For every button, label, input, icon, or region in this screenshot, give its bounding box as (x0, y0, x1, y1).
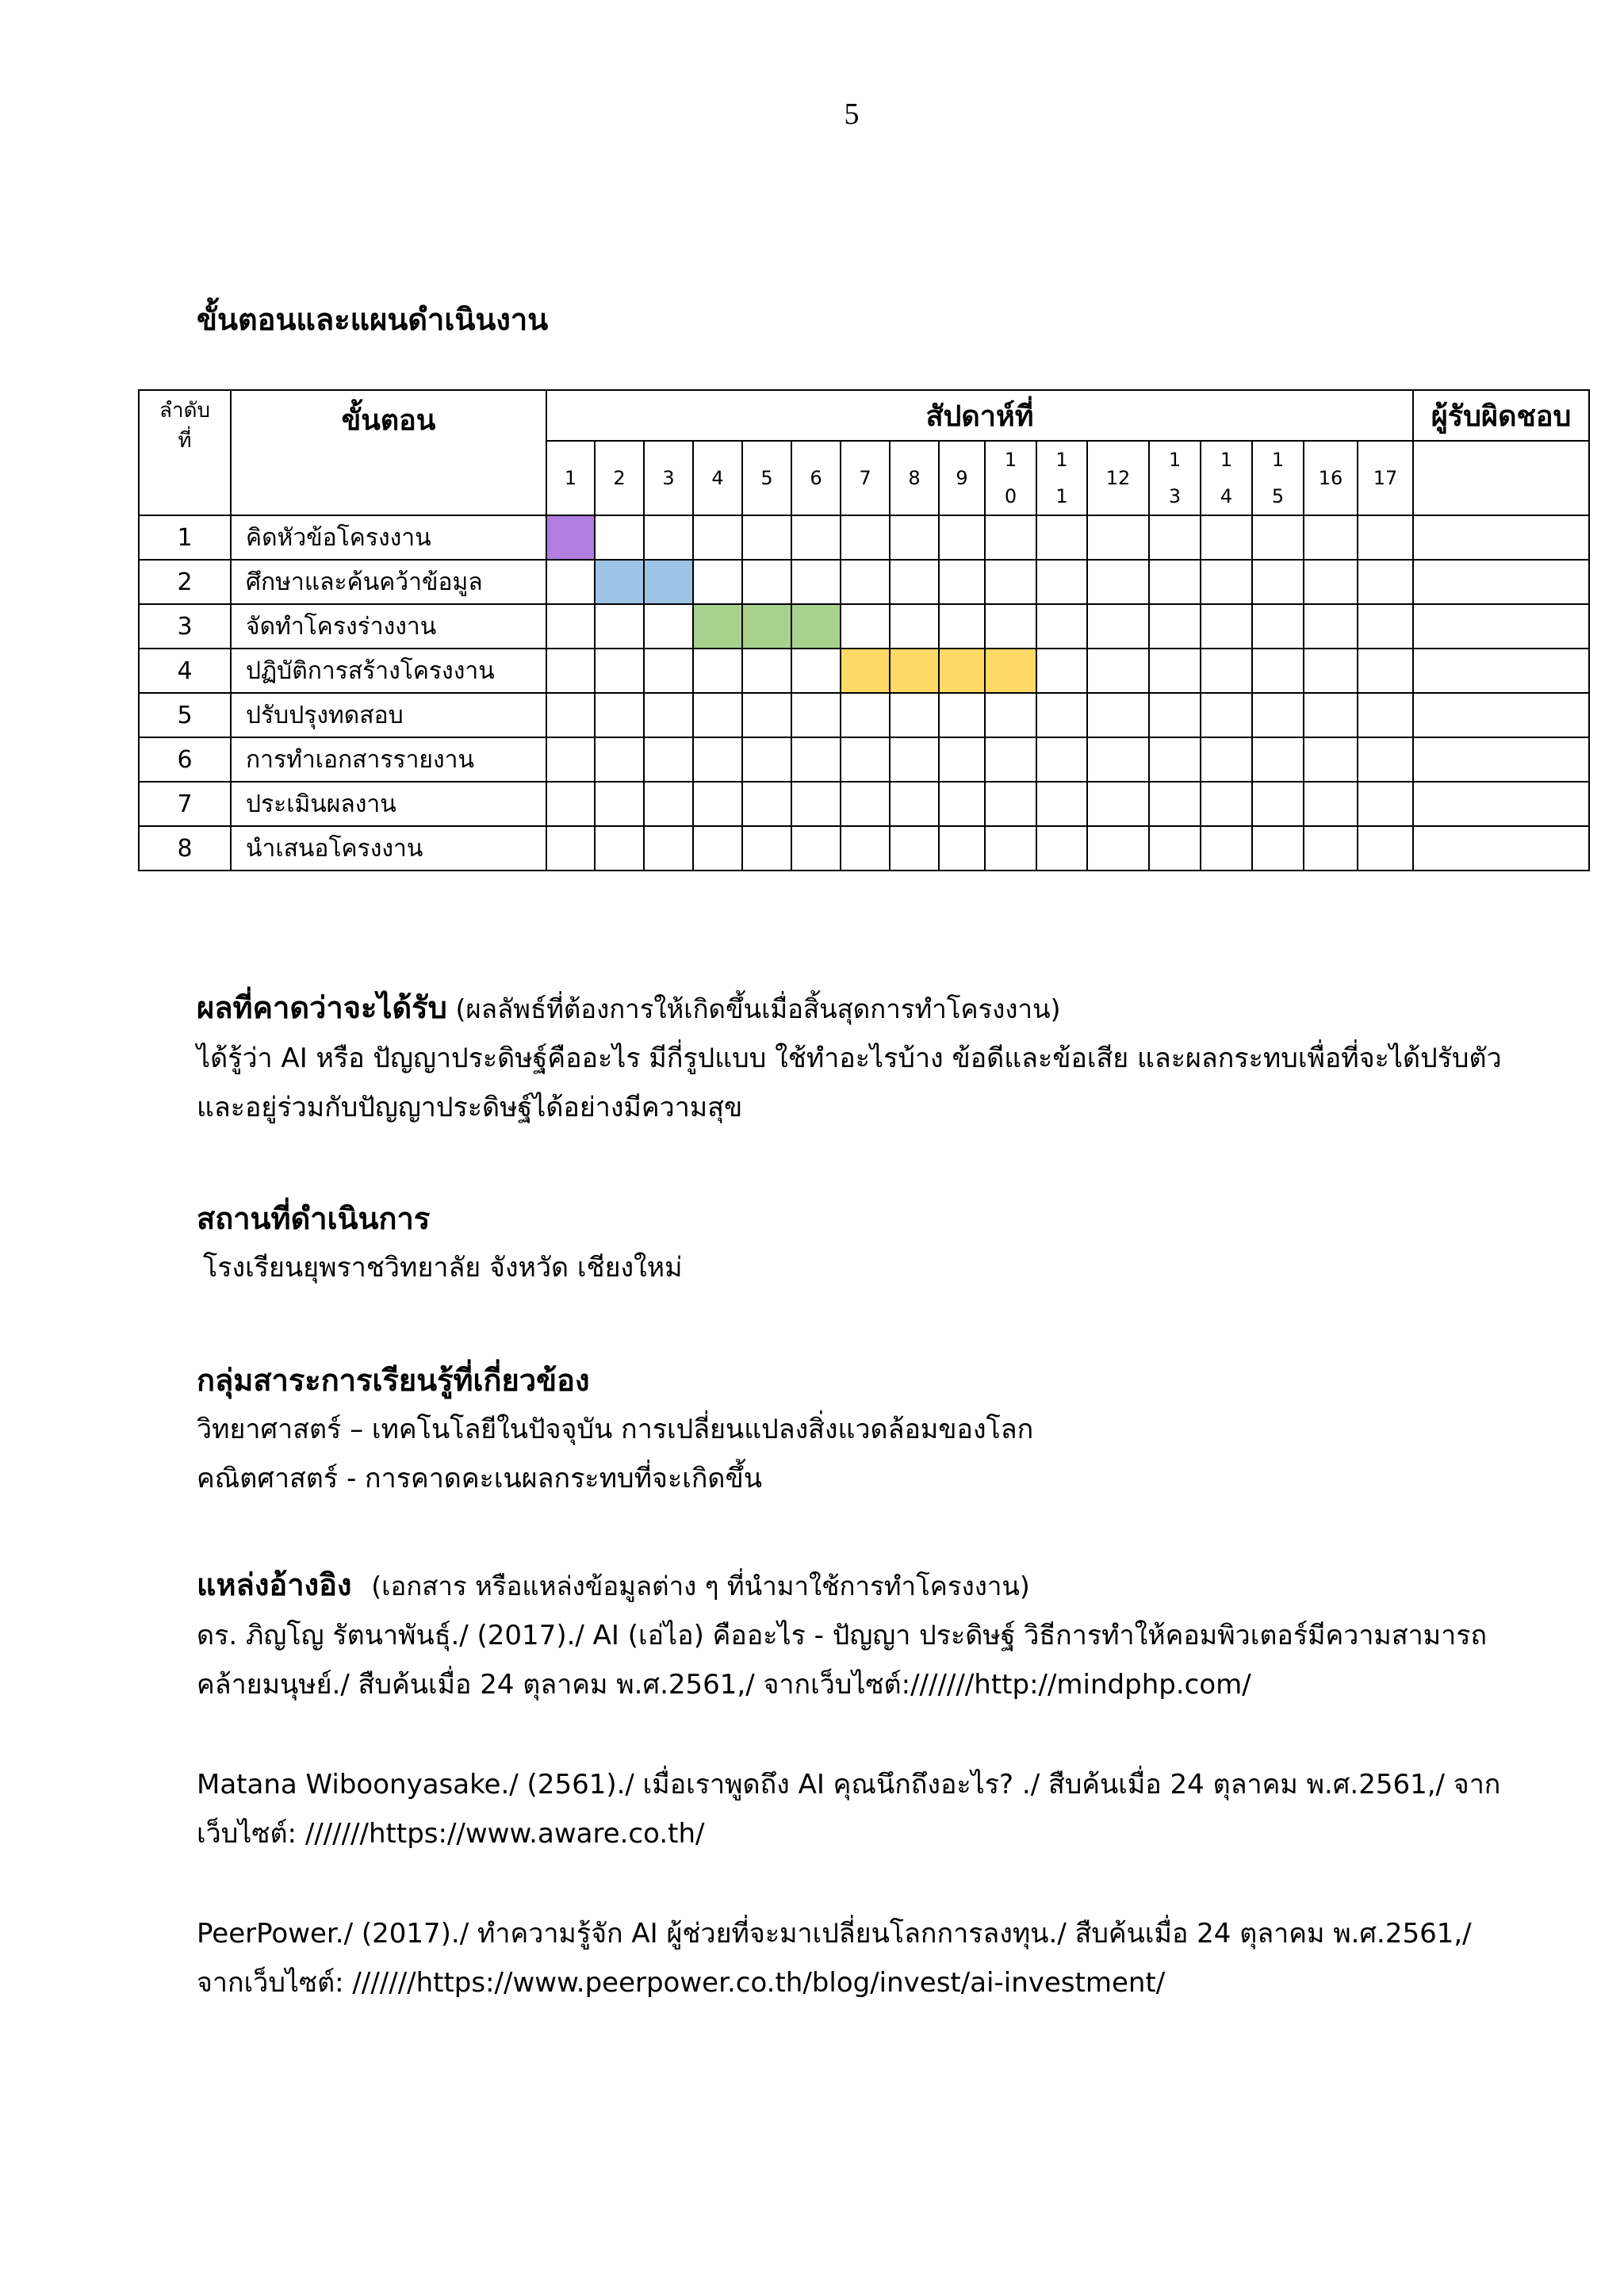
row-number: 1 (139, 515, 231, 560)
schedule-cell (546, 826, 595, 871)
schedule-cell (693, 826, 742, 871)
schedule-cell (595, 693, 644, 737)
week-number-cell: 8 (890, 441, 939, 515)
schedule-cell (595, 826, 644, 871)
row-number: 4 (139, 649, 231, 693)
schedule-bar-cell (693, 604, 742, 649)
expected-results-block (197, 983, 1545, 1132)
step-name: ปฏิบัติการสร้างโครงงาน (231, 649, 546, 693)
schedule-cell (742, 515, 791, 560)
schedule-cell (1252, 693, 1304, 737)
schedule-cell (1201, 649, 1252, 693)
schedule-cell (693, 737, 742, 782)
table-row (139, 560, 1589, 604)
responsible-cell (1413, 737, 1589, 782)
schedule-cell (1358, 737, 1413, 782)
references-title: แหล่งอ้างอิง (197, 1567, 352, 1602)
schedule-cell (1149, 649, 1201, 693)
schedule-cell (1149, 826, 1201, 871)
schedule-cell (742, 826, 791, 871)
location-block (197, 1194, 1545, 1292)
schedule-cell (595, 515, 644, 560)
schedule-cell (693, 782, 742, 826)
schedule-cell (1201, 604, 1252, 649)
schedule-cell (939, 826, 985, 871)
step-name: จัดทำโครงร่างงาน (231, 604, 546, 649)
subjects-line: วิทยาศาสตร์ – เทคโนโลยีในปัจจุบัน การเปลี่ยนแปลงสิ่งแวดล้อมของโลก (197, 1414, 1034, 1445)
schedule-cell (939, 560, 985, 604)
schedule-cell (1087, 515, 1149, 560)
week-number-cell: 9 (939, 441, 985, 515)
row-number: 6 (139, 737, 231, 782)
schedule-cell (791, 560, 841, 604)
week-number-cell: 1 5 (1252, 441, 1304, 515)
schedule-cell (841, 560, 890, 604)
reference-line: ดร. ภิญโญ รัตนาพันธุ์./ (2017)./ AI (เอ่ไอ) คืออะไร - ปัญญา ประดิษฐ์ วิธีการทำให้คอมพิวเตอร์มีความสามารถ (197, 1620, 1488, 1651)
reference-line: PeerPower./ (2017)./ ทำความรู้จัก AI ผู้ช่วยที่จะมาเปลี่ยนโลกการลงทุน./ สืบค้นเมื่อ 24 ตุลาคม พ.ศ.2561,/ (197, 1918, 1472, 1950)
schedule-cell (791, 693, 841, 737)
schedule-cell (693, 515, 742, 560)
responsible-subheader-cell (1413, 441, 1589, 515)
table-row (139, 782, 1589, 826)
location-text: โรงเรียนยุพราชวิทยาลัย จังหวัด เชียงใหม่ (203, 1252, 683, 1284)
schedule-cell (1252, 826, 1304, 871)
schedule-cell (644, 737, 693, 782)
row-number: 7 (139, 782, 231, 826)
step-header: ขั้นตอน (231, 390, 546, 515)
step-name: นำเสนอโครงงาน (231, 826, 546, 871)
week-number-cell: 2 (595, 441, 644, 515)
expected-results-line: ได้รู้ว่า AI หรือ ปัญญาประดิษฐ์คืออะไร มีกี่รูปแบบ ใช้ทำอะไรบ้าง ข้อดีและข้อเสีย และผลกระทบเพื่อที่จะได้ปรับตัว (197, 1043, 1502, 1074)
schedule-cell (1087, 782, 1149, 826)
step-name: คิดหัวข้อโครงงาน (231, 515, 546, 560)
schedule-cell (985, 826, 1036, 871)
schedule-cell (939, 604, 985, 649)
schedule-cell (1036, 604, 1087, 649)
week-number-cell: 3 (644, 441, 693, 515)
schedule-cell (1036, 782, 1087, 826)
schedule-cell (890, 693, 939, 737)
schedule-cell (841, 693, 890, 737)
schedule-cell (841, 515, 890, 560)
week-number-cell: 1 1 (1036, 441, 1087, 515)
schedule-cell (1036, 826, 1087, 871)
responsible-header: ผู้รับผิดชอบ (1413, 390, 1589, 441)
schedule-cell (1201, 826, 1252, 871)
table-row (139, 826, 1589, 871)
schedule-cell (693, 693, 742, 737)
schedule-cell (791, 782, 841, 826)
schedule-cell (1036, 693, 1087, 737)
schedule-bar-cell (841, 649, 890, 693)
schedule-cell (742, 782, 791, 826)
schedule-cell (1036, 737, 1087, 782)
schedule-cell (1358, 649, 1413, 693)
schedule-cell (1149, 693, 1201, 737)
week-header: สัปดาห์ที่ (546, 390, 1413, 441)
schedule-bar-cell (546, 515, 595, 560)
schedule-cell (791, 515, 841, 560)
schedule-cell (1087, 737, 1149, 782)
schedule-cell (1252, 649, 1304, 693)
schedule-bar-cell (791, 604, 841, 649)
schedule-cell (1149, 515, 1201, 560)
schedule-cell (644, 515, 693, 560)
week-number-cell: 1 3 (1149, 441, 1201, 515)
schedule-cell (841, 782, 890, 826)
schedule-cell (1201, 560, 1252, 604)
expected-results-title: ผลที่คาดว่าจะได้รับ (197, 990, 447, 1025)
schedule-bar-cell (742, 604, 791, 649)
schedule-cell (890, 515, 939, 560)
schedule-bar-cell (939, 649, 985, 693)
schedule-cell (595, 737, 644, 782)
step-name: การทำเอกสารรายงาน (231, 737, 546, 782)
project-plan-table (138, 389, 1590, 871)
schedule-cell (1149, 560, 1201, 604)
step-name: ปรับปรุงทดสอบ (231, 693, 546, 737)
schedule-cell (546, 782, 595, 826)
week-number-cell: 1 4 (1201, 441, 1252, 515)
week-number-cell: 6 (791, 441, 841, 515)
order-header: ลำดับ ที่ (139, 390, 231, 515)
schedule-cell (1036, 515, 1087, 560)
schedule-cell (546, 604, 595, 649)
schedule-cell (1201, 515, 1252, 560)
schedule-cell (890, 737, 939, 782)
table-row (139, 604, 1589, 649)
schedule-cell (1087, 560, 1149, 604)
week-number-cell: 7 (841, 441, 890, 515)
schedule-cell (985, 693, 1036, 737)
schedule-cell (890, 560, 939, 604)
schedule-cell (1358, 560, 1413, 604)
week-number-cell: 1 (546, 441, 595, 515)
schedule-cell (1252, 515, 1304, 560)
responsible-cell (1413, 693, 1589, 737)
location-title: สถานที่ดำเนินการ (197, 1201, 431, 1236)
schedule-cell (1358, 693, 1413, 737)
schedule-cell (1036, 560, 1087, 604)
subjects-block (197, 1356, 1545, 1503)
week-number-cell: 17 (1358, 441, 1413, 515)
subjects-title: กลุ่มสาระการเรียนรู้ที่เกี่ยวข้อง (197, 1363, 590, 1398)
reference-line: จากเว็บไซต์: ///////https://www.peerpower.co.th/blog/invest/ai-investment/ (197, 1967, 1166, 1999)
schedule-cell (791, 649, 841, 693)
schedule-cell (1304, 693, 1358, 737)
schedule-cell (1304, 604, 1358, 649)
schedule-cell (1252, 782, 1304, 826)
table-row (139, 515, 1589, 560)
reference-line: คล้ายมนุษย์./ สืบค้นเมื่อ 24 ตุลาคม พ.ศ.2561,/ จากเว็บไซต์:///////http://mindphp.com/ (197, 1669, 1251, 1701)
schedule-cell (1304, 782, 1358, 826)
week-number-cell: 12 (1087, 441, 1149, 515)
schedule-bar-cell (985, 649, 1036, 693)
schedule-cell (1304, 737, 1358, 782)
schedule-bar-cell (644, 560, 693, 604)
schedule-cell (1358, 515, 1413, 560)
schedule-cell (1149, 782, 1201, 826)
schedule-cell (1149, 604, 1201, 649)
row-number: 3 (139, 604, 231, 649)
schedule-cell (693, 649, 742, 693)
week-number-cell: 5 (742, 441, 791, 515)
expected-results-subtitle: (ผลลัพธ์ที่ต้องการให้เกิดขึ้นเมื่อสิ้นสุดการทำโครงงาน) (455, 993, 1061, 1024)
week-number-cell: 16 (1304, 441, 1358, 515)
schedule-cell (890, 826, 939, 871)
schedule-cell (985, 737, 1036, 782)
schedule-cell (1087, 649, 1149, 693)
schedule-cell (841, 604, 890, 649)
step-name: ประเมินผลงาน (231, 782, 546, 826)
row-number: 2 (139, 560, 231, 604)
schedule-cell (841, 826, 890, 871)
schedule-cell (939, 693, 985, 737)
schedule-cell (1358, 782, 1413, 826)
schedule-cell (742, 737, 791, 782)
responsible-cell (1413, 604, 1589, 649)
schedule-cell (644, 693, 693, 737)
schedule-cell (693, 560, 742, 604)
schedule-cell (890, 604, 939, 649)
schedule-cell (742, 560, 791, 604)
schedule-cell (1304, 560, 1358, 604)
schedule-cell (1304, 649, 1358, 693)
expected-results-line: และอยู่ร่วมกับปัญญาประดิษฐ์ได้อย่างมีความสุข (197, 1092, 743, 1123)
plan-section-title: ขั้นตอนและแผนดำเนินงาน (197, 302, 549, 337)
schedule-cell (595, 604, 644, 649)
responsible-cell (1413, 560, 1589, 604)
reference-line: Matana Wiboonyasake./ (2561)./ เมื่อเราพูดถึง AI คุณนึกถึงอะไร? ./ สืบค้นเมื่อ 24 ตุลาคม พ.ศ.2561,/ จาก (197, 1769, 1501, 1800)
responsible-cell (1413, 515, 1589, 560)
responsible-cell (1413, 649, 1589, 693)
schedule-cell (985, 560, 1036, 604)
schedule-cell (791, 737, 841, 782)
schedule-cell (1252, 604, 1304, 649)
schedule-cell (1358, 826, 1413, 871)
schedule-cell (1358, 604, 1413, 649)
schedule-cell (1149, 737, 1201, 782)
schedule-cell (742, 693, 791, 737)
schedule-cell (939, 782, 985, 826)
schedule-cell (644, 649, 693, 693)
schedule-bar-cell (595, 560, 644, 604)
table-row (139, 649, 1589, 693)
subjects-line: คณิตศาสตร์ - การคาดคะเนผลกระทบที่จะเกิดขึ้น (197, 1463, 762, 1494)
schedule-cell (1252, 737, 1304, 782)
step-name: ศึกษาและค้นคว้าข้อมูล (231, 560, 546, 604)
table-row (139, 737, 1589, 782)
schedule-cell (1087, 604, 1149, 649)
schedule-cell (939, 737, 985, 782)
responsible-cell (1413, 782, 1589, 826)
schedule-cell (791, 826, 841, 871)
week-number-cell: 1 0 (985, 441, 1036, 515)
schedule-cell (546, 649, 595, 693)
schedule-cell (890, 782, 939, 826)
schedule-cell (939, 515, 985, 560)
schedule-cell (595, 782, 644, 826)
schedule-cell (1201, 737, 1252, 782)
schedule-cell (546, 693, 595, 737)
row-number: 5 (139, 693, 231, 737)
row-number: 8 (139, 826, 231, 871)
schedule-cell (1087, 693, 1149, 737)
schedule-bar-cell (890, 649, 939, 693)
schedule-cell (644, 604, 693, 649)
table-row (139, 693, 1589, 737)
schedule-cell (742, 649, 791, 693)
schedule-cell (1252, 560, 1304, 604)
schedule-cell (546, 560, 595, 604)
schedule-cell (1036, 649, 1087, 693)
schedule-cell (985, 604, 1036, 649)
schedule-cell (644, 826, 693, 871)
schedule-cell (546, 737, 595, 782)
week-number-cell: 4 (693, 441, 742, 515)
reference-line: เว็บไซต์: ///////https://www.aware.co.th/ (197, 1818, 705, 1850)
references-block (197, 1560, 1545, 2007)
schedule-cell (1087, 826, 1149, 871)
schedule-cell (644, 782, 693, 826)
schedule-cell (1201, 693, 1252, 737)
page-number: 5 (844, 98, 860, 131)
references-subtitle: (เอกสาร หรือแหล่งข้อมูลต่าง ๆ ที่นำมาใช้การทำโครงงาน) (371, 1571, 1030, 1601)
schedule-cell (595, 649, 644, 693)
schedule-cell (1304, 515, 1358, 560)
schedule-cell (985, 515, 1036, 560)
responsible-cell (1413, 826, 1589, 871)
schedule-cell (1304, 826, 1358, 871)
schedule-cell (1201, 782, 1252, 826)
schedule-cell (841, 737, 890, 782)
schedule-cell (985, 782, 1036, 826)
